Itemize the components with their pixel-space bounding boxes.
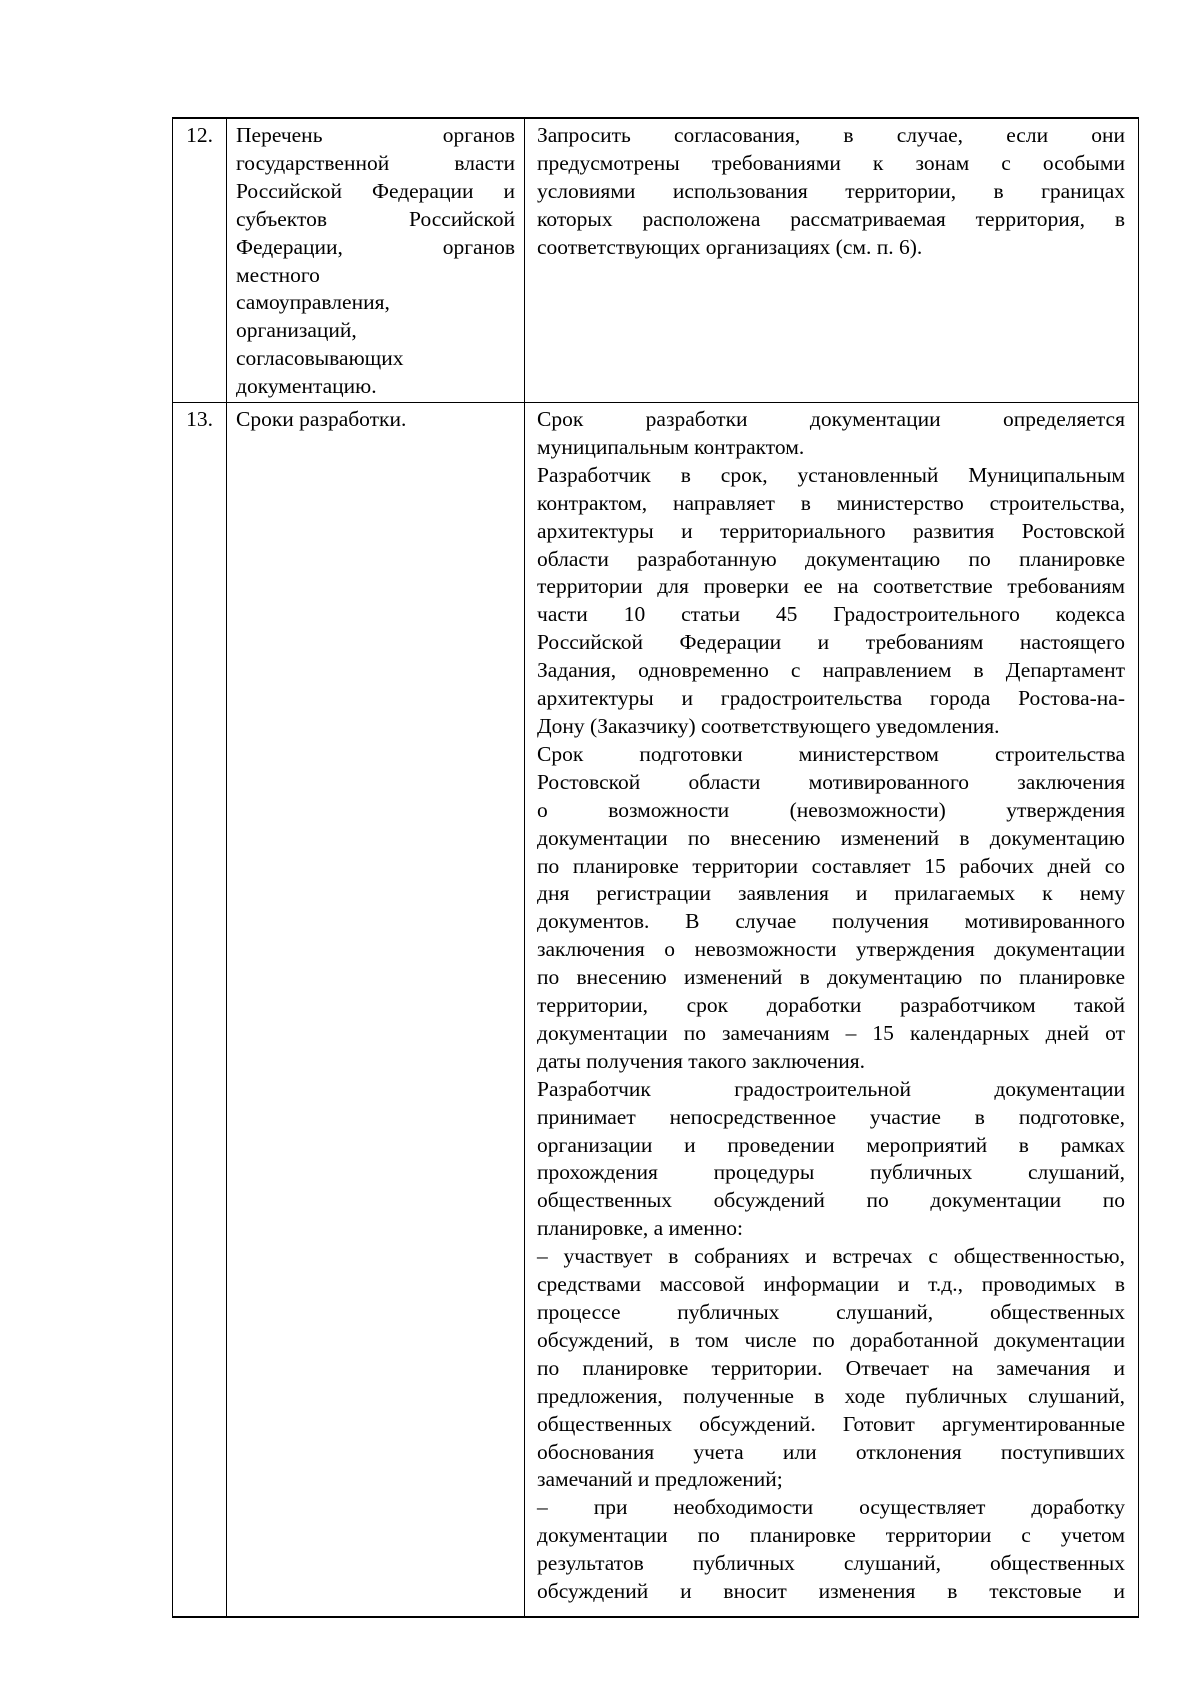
text-line: Запросить согласования, в случае, если они xyxy=(537,123,1125,147)
text-line: прохождения процедуры публичных слушаний, xyxy=(537,1160,1125,1185)
item-name xyxy=(227,403,525,1618)
text-line: организаций, xyxy=(236,318,357,343)
text-line: архитектуры и территориального развития Ростовской xyxy=(537,518,1125,543)
text-line: области разработанную документацию по планировке xyxy=(537,546,1125,571)
text-line: по внесению изменений в документацию по планировке xyxy=(537,965,1125,990)
text-line: по планировке территории составляет 15 рабочих дней со xyxy=(537,853,1125,878)
text-line: Дону (Заказчику) соответствующего уведомления. xyxy=(537,713,1000,738)
text-line: архитектуры и градостроительства города Ростова-на- xyxy=(537,686,1125,711)
text-line: замечаний и предложений; xyxy=(537,1467,783,1492)
text-line: результатов публичных слушаний, общественных xyxy=(537,1551,1125,1576)
text-line: Разработчик в срок, установленный Муниципальным xyxy=(537,462,1125,487)
item-description xyxy=(525,118,1139,403)
text-line: документации по планировке территории с учетом xyxy=(537,1523,1125,1548)
text-line: Российской Федерации и xyxy=(236,178,515,203)
text-line: предусмотрены требованиями к зонам с особыми xyxy=(537,150,1125,175)
requirements-table xyxy=(172,117,1139,1618)
text-line: обсуждений и вносит изменения в текстовые и xyxy=(537,1579,1125,1604)
text-line: Сроки разработки. xyxy=(236,407,407,431)
text-line: – участвует в собраниях и встречах с общественностью, xyxy=(537,1244,1125,1269)
text-line: планировке, а именно: xyxy=(537,1216,743,1241)
text-line: документации по внесению изменений в документацию xyxy=(537,825,1125,850)
text-line: которых расположена рассматриваемая территория, в xyxy=(537,206,1125,231)
text-line: Разработчик градостроительной документации xyxy=(537,1076,1125,1101)
text-line: Задания, одновременно с направлением в Департамент xyxy=(537,658,1125,683)
text-line: Срок разработки документации определяется xyxy=(537,407,1125,431)
text-line: государственной власти xyxy=(236,150,515,175)
text-line: субъектов Российской xyxy=(236,206,515,231)
text-line: общественных обсуждений по документации по xyxy=(537,1188,1125,1213)
row-number: 13. xyxy=(173,403,227,1618)
text-line: организации и проведении мероприятий в рамках xyxy=(537,1132,1125,1157)
text-line: средствами массовой информации и т.д., проводимых в xyxy=(537,1272,1125,1297)
text-line: заключения о невозможности утверждения документации xyxy=(537,937,1125,962)
text-line: по планировке территории. Отвечает на замечания и xyxy=(537,1355,1125,1380)
text-line: самоуправления, xyxy=(236,290,390,315)
text-line: принимает непосредственное участие в подготовке, xyxy=(537,1104,1125,1129)
text-line: обоснования учета или отклонения поступивших xyxy=(537,1439,1125,1464)
text-line: местного xyxy=(236,262,320,287)
item-description xyxy=(525,403,1139,1618)
text-line: контрактом, направляет в министерство строительства, xyxy=(537,490,1125,515)
text-line: дня регистрации заявления и прилагаемых к нему xyxy=(537,881,1125,906)
text-line: процессе публичных слушаний, общественных xyxy=(537,1300,1125,1324)
text-line: территории для проверки ее на соответствие требованиям xyxy=(537,574,1125,599)
text-line: обсуждений, в том числе по доработанной документации xyxy=(537,1327,1125,1352)
text-line: документов. В случае получения мотивированного xyxy=(537,909,1125,934)
text-line: территории, срок доработки разработчиком такой xyxy=(537,993,1125,1018)
text-line: Срок подготовки министерством строительства xyxy=(537,741,1125,766)
text-line: Российской Федерации и требованиям настоящего xyxy=(537,630,1125,655)
text-line: Федерации, органов xyxy=(236,234,515,259)
text-line: – при необходимости осуществляет доработку xyxy=(537,1495,1125,1520)
text-line: соответствующих организациях (см. п. 6). xyxy=(537,234,923,259)
text-line: Перечень органов xyxy=(236,123,515,147)
table-row xyxy=(173,118,1139,403)
text-line: муниципальным контрактом. xyxy=(537,434,805,459)
text-line: части 10 статьи 45 Градостроительного кодекса xyxy=(537,602,1125,627)
text-line: условиями использования территории, в границах xyxy=(537,178,1125,203)
text-line: документацию. xyxy=(236,374,377,399)
table-row xyxy=(173,403,1139,1618)
text-line: Ростовской области мотивированного заключения xyxy=(537,769,1125,794)
text-line: даты получения такого заключения. xyxy=(537,1048,866,1073)
text-line: предложения, полученные в ходе публичных слушаний, xyxy=(537,1383,1125,1408)
text-line: согласовывающих xyxy=(236,346,404,371)
row-number: 12. xyxy=(173,118,227,403)
text-line: о возможности (невозможности) утверждения xyxy=(537,797,1125,822)
item-name xyxy=(227,118,525,403)
text-line: общественных обсуждений. Готовит аргументированные xyxy=(537,1411,1125,1436)
text-line: документации по замечаниям – 15 календарных дней от xyxy=(537,1020,1125,1045)
